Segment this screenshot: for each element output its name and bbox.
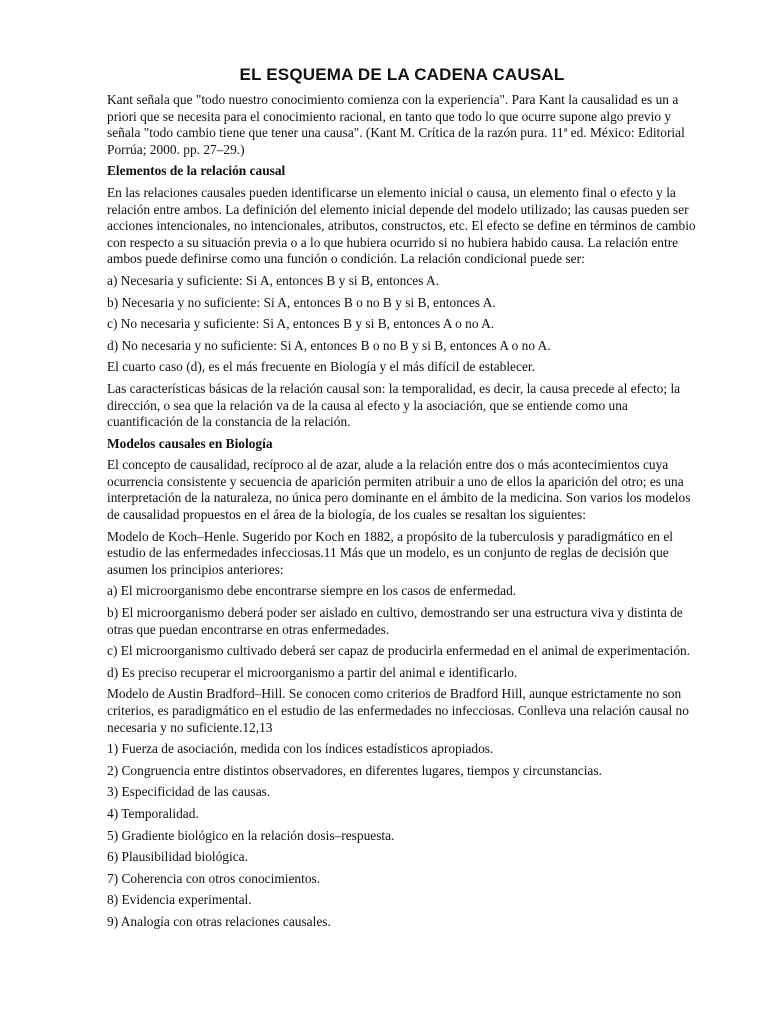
document-page (107, 64, 697, 936)
hill-item-7: 7) Coherencia con otros conocimientos. (107, 870, 321, 886)
koch-item-b: b) El microorganismo deberá poder ser aislado en cultivo, demostrando ser una estructura viva y distinta de otras que puedan encontrarse en otras enfermedades. (107, 605, 683, 637)
section-heading-elementos: Elementos de la relación causal (107, 163, 286, 179)
fourth-case-note: El cuarto caso (d), es el más frecuente en Biología y el más difícil de establecer. (107, 359, 535, 375)
hill-item-2: 2) Congruencia entre distintos observadores, en diferentes lugares, tiempos y circunstancias. (107, 762, 602, 778)
hill-item-4: 4) Temporalidad. (107, 805, 199, 821)
condition-item-d: d) No necesaria y no suficiente: Si A, entonces B o no B y si B, entonces A o no A. (107, 337, 551, 353)
characteristics-paragraph: Las características básicas de la relación causal son: la temporalidad, es decir, la causa precede al efecto; la dirección, o sea que la relación va de la causa al efecto y la asociación, que se entiende como una cuantificación de la constancia de la relación. (107, 380, 681, 430)
condition-item-c: c) No necesaria y suficiente: Si A, entonces B y si B, entonces A o no A. (107, 316, 495, 332)
hill-item-8: 8) Evidencia experimental. (107, 892, 252, 908)
hill-item-1: 1) Fuerza de asociación, medida con los índices estadísticos apropiados. (107, 741, 494, 757)
koch-item-c: c) El microorganismo cultivado deberá ser capaz de producirla enfermedad en el animal de experimentación. (107, 643, 691, 659)
condition-item-a: a) Necesaria y suficiente: Si A, entonces B y si B, entonces A. (107, 272, 440, 288)
hill-item-5: 5) Gradiente biológico en la relación dosis–respuesta. (107, 827, 395, 843)
hill-item-9: 9) Analogía con otras relaciones causales. (107, 913, 331, 929)
koch-item-a: a) El microorganismo debe encontrarse siempre en los casos de enfermedad. (107, 583, 517, 599)
section-heading-modelos: Modelos causales en Biología (107, 435, 273, 451)
bradford-hill-paragraph: Modelo de Austin Bradford–Hill. Se conocen como criterios de Bradford Hill, aunque estrictamente no son criterios, es paradigmático en el estudio de las enfermedades no infecciosas. Conlleva una relación causal no necesaria y no suficiente.12,13 (107, 686, 689, 735)
hill-item-6: 6) Plausibilidad biológica. (107, 849, 248, 865)
intro-paragraph: Kant señala que "todo nuestro conocimiento comienza con la experiencia". Para Kant la causalidad es un a priori que se necesita para el conocimiento racional, en tanto que todo lo que ocurre supone algo previo y señala "todo cambio tiene que tener una causa". (Kant M. Crítica de la razón pura. 11ª ed. México: Editorial Porrúa; 2000. pp. 27–29.) (107, 92, 685, 157)
koch-henle-paragraph: Modelo de Koch–Henle. Sugerido por Koch en 1882, a propósito de la tuberculosis y paradigmático en el estudio de las enfermedades infecciosas.11 Más que un modelo, es un conjunto de reglas de decisión que asumen los principios anteriores: (107, 528, 673, 577)
elementos-paragraph: En las relaciones causales pueden identificarse un elemento inicial o causa, un elemento final o efecto y la relación entre ambos. La definición del elemento inicial depende del modelo utilizado; las causas pueden ser acciones intencionales, no intencionales, atributos, constructos, etc. El efecto se define en términos de cambio con respecto a su situación previa o a lo que hubiera ocurrido si no hubiera habido causa. La relación entre ambos puede definirse como una función o condición. La relación condicional puede ser: (107, 184, 696, 267)
document-title: EL ESQUEMA DE LA CADENA CAUSAL (239, 65, 565, 84)
koch-item-d: d) Es preciso recuperar el microorganismo a partir del animal e identificarlo. (107, 664, 518, 680)
hill-item-3: 3) Especificidad de las causas. (107, 784, 271, 800)
condition-item-b: b) Necesaria y no suficiente: Si A, entonces B o no B y si B, entonces A. (107, 294, 496, 310)
modelos-paragraph: El concepto de causalidad, recíproco al de azar, alude a la relación entre dos o más acontecimientos cuya ocurrencia consistente y secuencia de aparición permiten atribuir a uno de ellos la aparición del otro; es una interpretación de la naturaleza, no única pero dominante en el ámbito de la medicina. Son varios los modelos de causalidad propuestos en el área de la biología, de los cuales se resaltan los siguientes: (107, 457, 691, 523)
